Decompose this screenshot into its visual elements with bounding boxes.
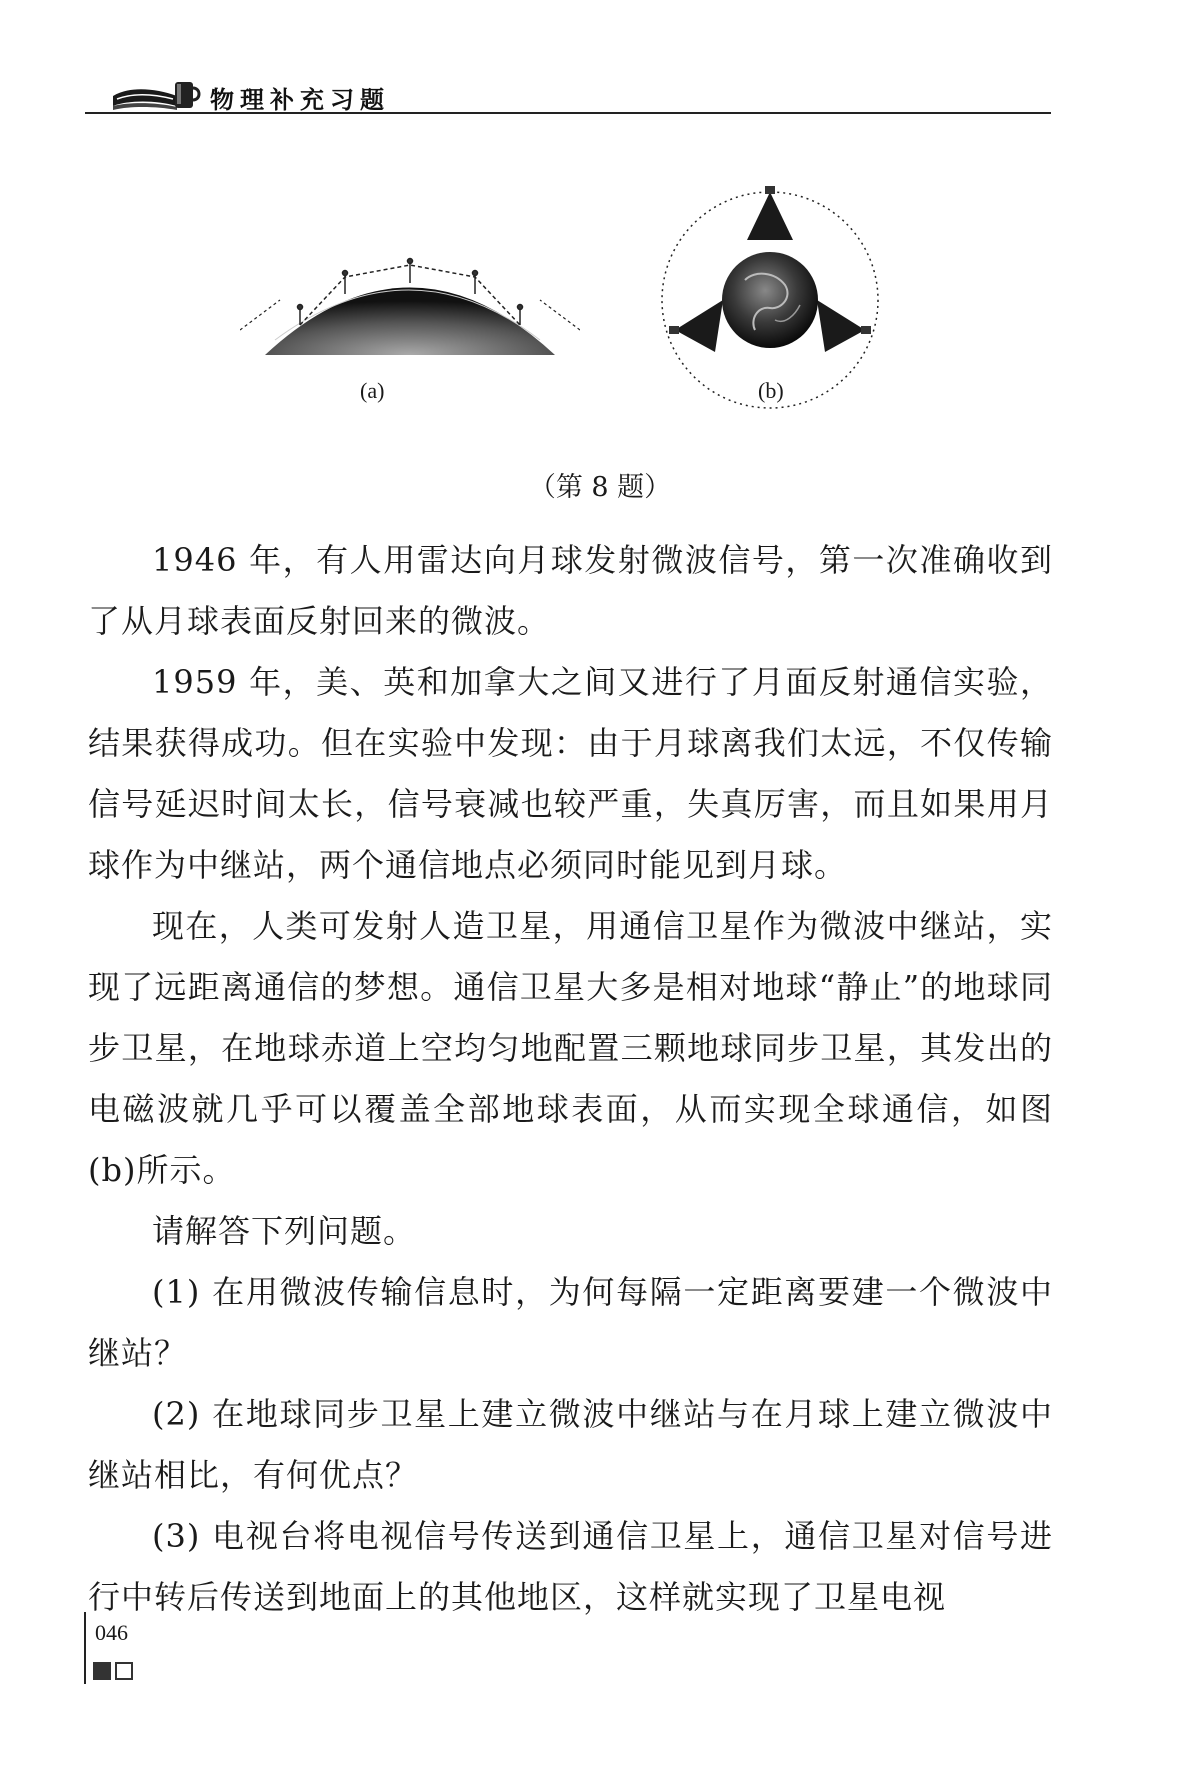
- filled-square-icon: [93, 1662, 111, 1680]
- paragraph: 1946 年，有人用雷达向月球发射微波信号，第一次准确收到了从月球表面反射回来的微波。: [88, 541, 1053, 640]
- question-1: (1) 在用微波传输信息时，为何每隔一定距离要建一个微波中继站？: [88, 1273, 1053, 1372]
- paragraph: 现在，人类可发射人造卫星，用通信卫星作为微波中继站，实现了远距离通信的梦想。通信卫星大多是相对地球“静止”的地球同步卫星，在地球赤道上空均匀地配置三颗地球同步卫星，其发出的电磁波就几乎可以覆盖全部地球表面，从而实现全球通信，如图(b)所示。: [88, 907, 1053, 1189]
- relay-station-diagram: [240, 230, 580, 360]
- problem-text: [88, 530, 1053, 1628]
- page-header: [85, 66, 1051, 114]
- paragraph: 请解答下列问题。: [152, 1212, 417, 1250]
- page-number: 046: [95, 1620, 128, 1645]
- header-title: 物理补充习题: [210, 86, 390, 114]
- book-cup-icon: [107, 74, 202, 114]
- question-3: (3) 电视台将电视信号传送到通信卫星上，通信卫星对信号进行中转后传送到地面上的其他地区，这样就实现了卫星电视: [88, 1517, 1053, 1616]
- question-2: (2) 在地球同步卫星上建立微波中继站与在月球上建立微波中继站相比，有何优点？: [88, 1395, 1053, 1494]
- paragraph: 1959 年，美、英和加拿大之间又进行了月面反射通信实验，结果获得成功。但在实验中发现：由于月球离我们太远，不仅传输信号延迟时间太长，信号衰减也较严重，失真厉害，而且如果用月球作为中继站，两个通信地点必须同时能见到月球。: [88, 663, 1053, 884]
- figure-8: [240, 180, 960, 490]
- footer-rule: [84, 1612, 86, 1684]
- figure-label-a: (a): [360, 378, 385, 403]
- figure-label-b: (b): [758, 378, 784, 403]
- empty-square-icon: [115, 1662, 133, 1680]
- figure-caption: （第 8 题）: [528, 472, 672, 503]
- header-rule: [85, 112, 1051, 114]
